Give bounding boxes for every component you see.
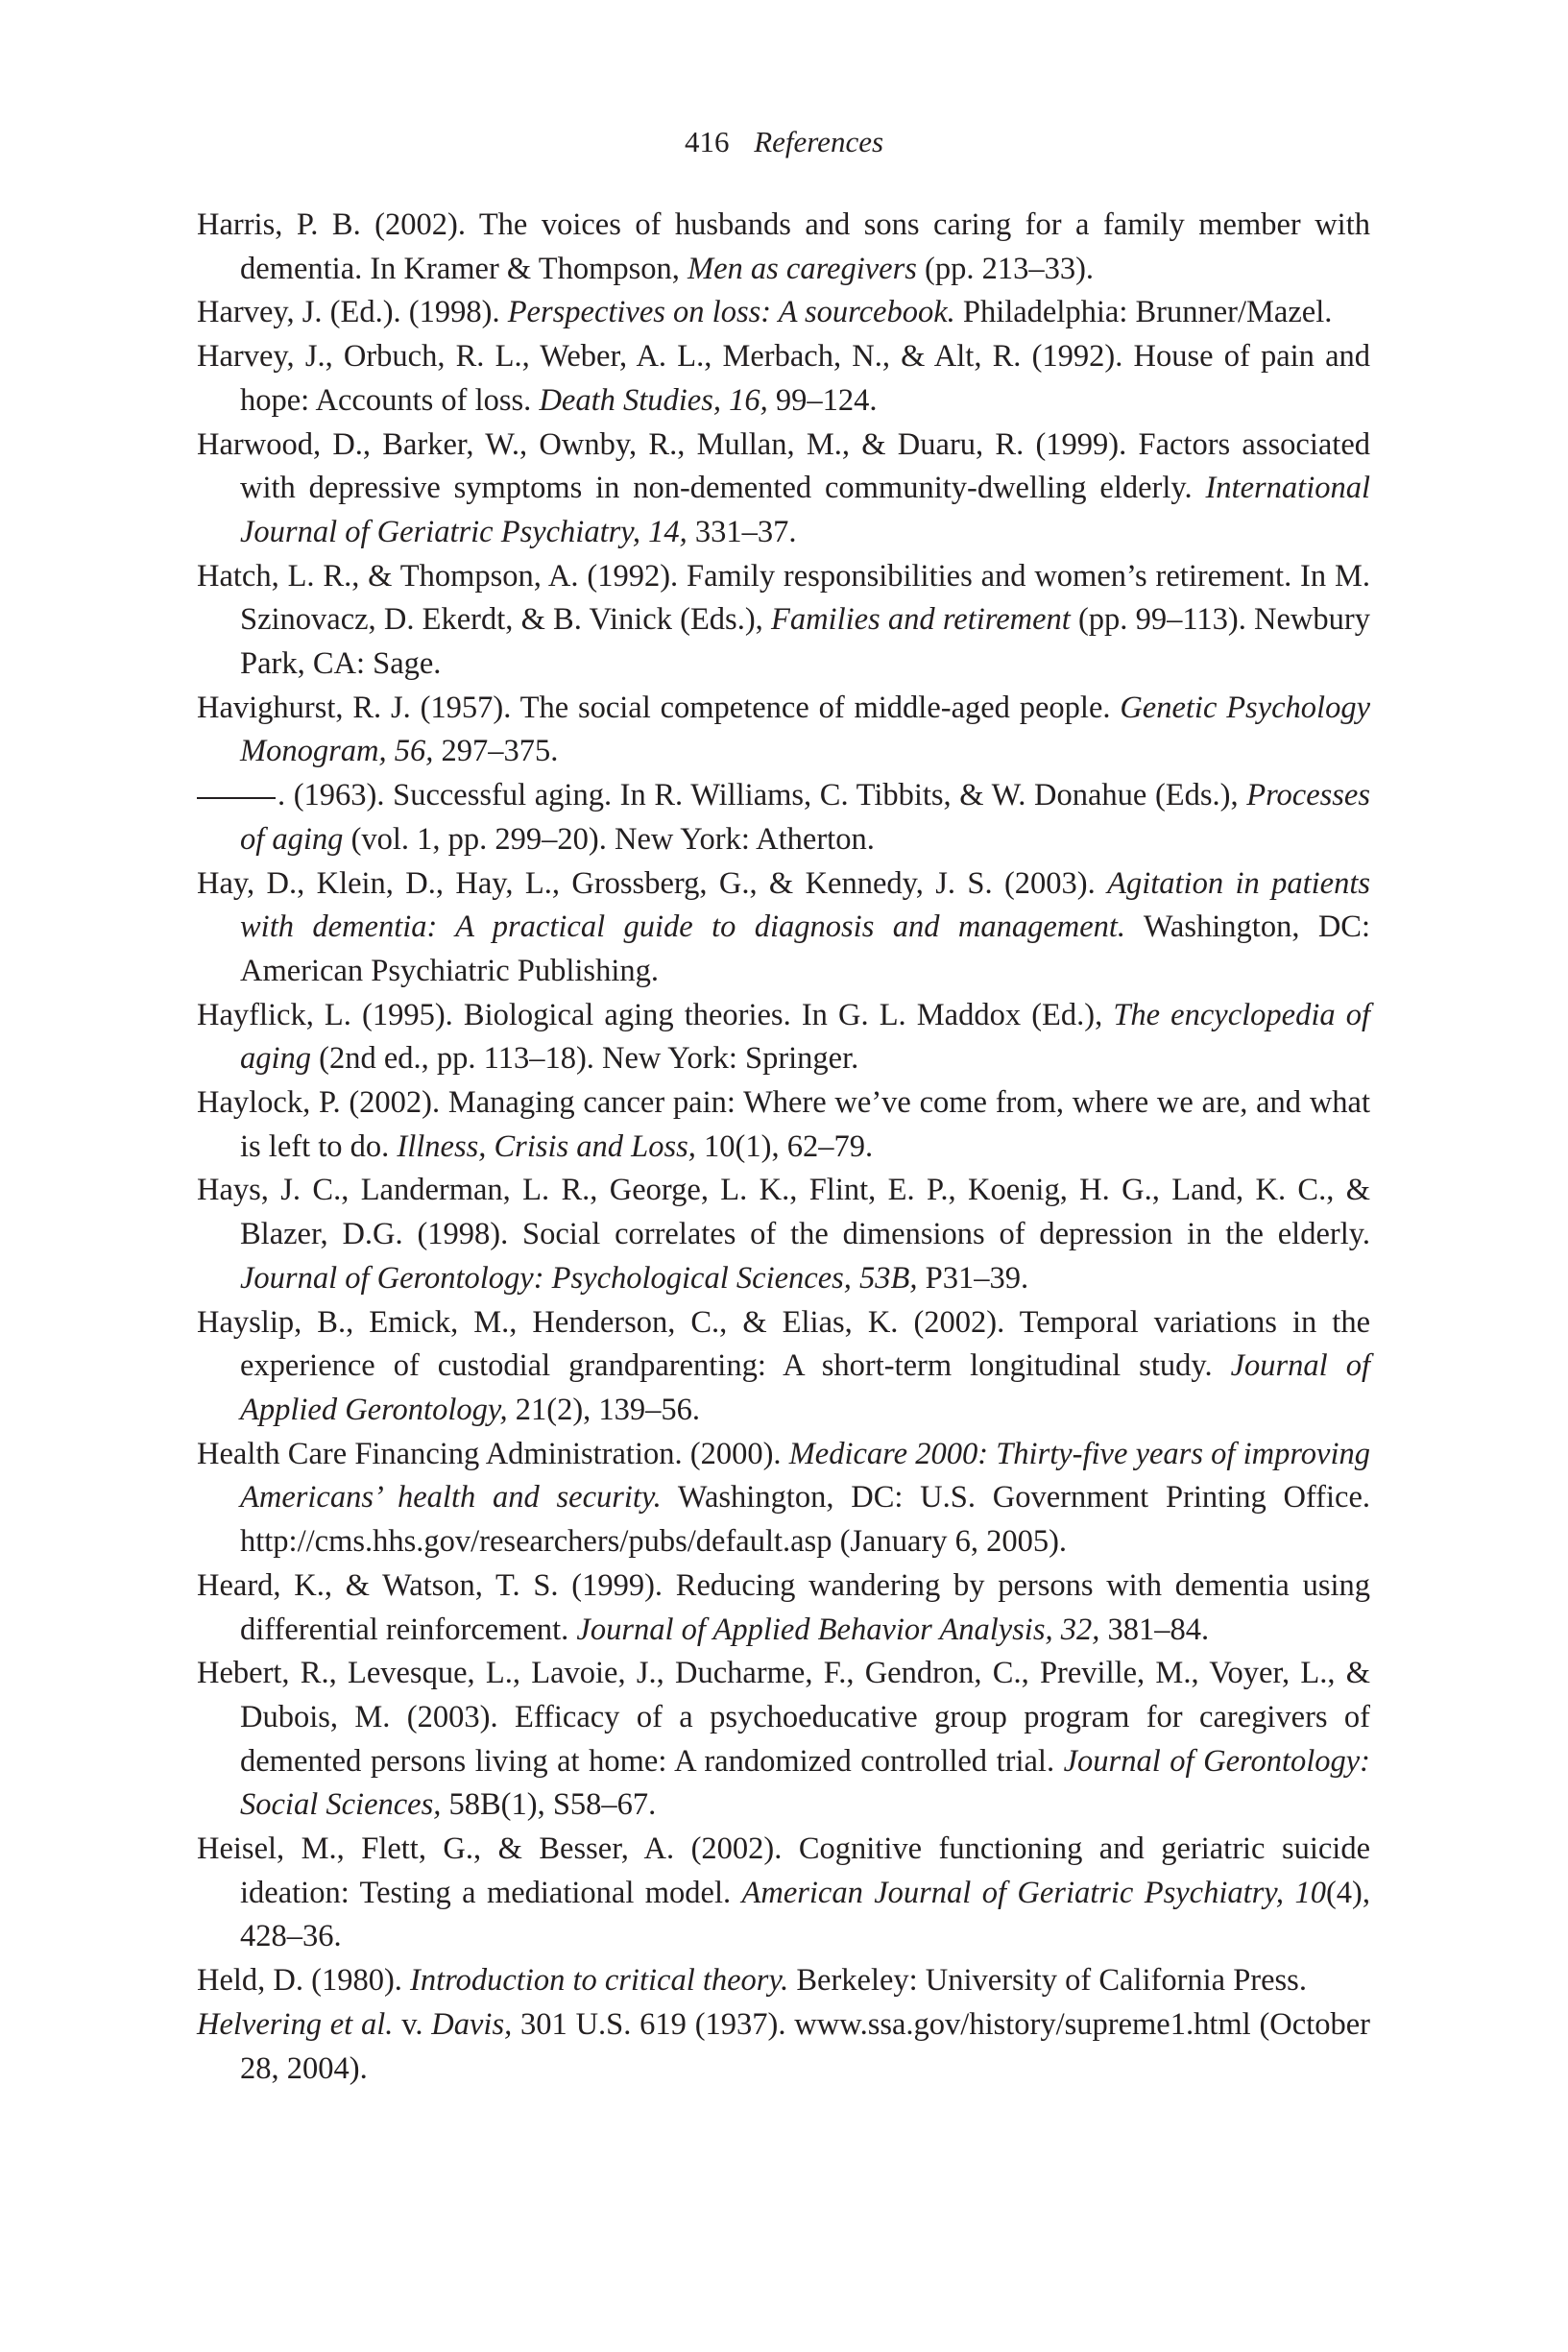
reference-text: Washington, DC: U.S. Government Printing Office. http://cms.hhs.gov/researchers/pubs/default.asp (January 6, 2005). — [240, 1480, 1370, 1560]
reference-text: Hay, D., Klein, D., Hay, L., Grossberg, G., & Kennedy, J. S. (2003). — [197, 865, 1108, 901]
reference-italic-text: Death Studies, 16, — [539, 382, 768, 418]
reference-italic-text: The encyclopedia of aging — [240, 997, 1370, 1077]
reference-text: Harris, P. B. (2002). The voices of husbands and sons caring for a family member with dementia. In Kramer & Thompson, — [197, 207, 1370, 286]
reference-entry — [197, 774, 1370, 861]
reference-text: Berkeley: University of California Press. — [788, 1963, 1307, 1999]
reference-text: Hayflick, L. (1995). Biological aging theories. In G. L. Maddox (Ed.), — [197, 997, 1114, 1032]
reference-entry — [197, 1433, 1370, 1564]
reference-text: 58B(1), S58–67. — [441, 1787, 657, 1823]
reference-list — [197, 204, 1370, 2091]
reference-entry — [197, 1169, 1370, 1300]
reference-text: (pp. 213–33). — [916, 251, 1095, 286]
reference-italic-text: Illness, Crisis and Loss, — [397, 1128, 696, 1164]
reference-entry — [197, 1652, 1370, 1828]
reference-text: Health Care Financing Administration. (2000). — [197, 1436, 789, 1471]
reference-text: 99–124. — [767, 382, 878, 418]
reference-italic-text: International Journal of Geriatric Psychiatry, 14, — [240, 471, 1370, 549]
reference-italic-text: Families and retirement — [770, 602, 1071, 638]
reference-text: Philadelphia: Brunner/Mazel. — [954, 295, 1333, 330]
reference-text: Held, D. (1980). — [197, 1963, 411, 1999]
reference-text: 10(1), 62–79. — [695, 1128, 874, 1164]
reference-entry — [197, 1959, 1370, 2003]
reference-text: Harwood, D., Barker, W., Ownby, R., Mullan, M., & Duaru, R. (1999). Factors associated with depressive symptoms in non-demented community-dwelling elderly. — [197, 426, 1370, 506]
reference-text: Havighurst, R. J. (1957). The social competence of middle-aged people. — [197, 690, 1121, 725]
reference-text: Hays, J. C., Landerman, L. R., George, L. K., Flint, E. P., Koenig, H. G., Land, K. C., & Blazer, D.G. (1998). Social correlates of the dimensions of depression in the elderly. — [197, 1173, 1370, 1252]
reference-entry — [197, 291, 1370, 335]
reference-text: v. — [393, 2006, 432, 2042]
reference-text: Hebert, R., Levesque, L., Lavoie, J., Ducharme, F., Gendron, C., Preville, M., Voyer, L., & Dubois, M. (2003). Efficacy of a psychoeducative group program for caregivers of demented persons living at home: A randomized controlled trial. — [197, 1656, 1370, 1779]
reference-italic-text: Processes of aging — [240, 778, 1370, 857]
reference-text: Hayslip, B., Emick, M., Henderson, C., & Elias, K. (2002). Temporal variations in the experience of custodial grandparenting: A short-term longitudinal study. — [197, 1304, 1370, 1384]
reference-text: (2nd ed., pp. 113–18). New York: Springer. — [311, 1041, 859, 1077]
reference-text: Harvey, J., Orbuch, R. L., Weber, A. L., Merbach, N., & Alt, R. (1992). House of pain and hope: Accounts of loss. — [197, 339, 1370, 418]
reference-entry — [197, 555, 1370, 687]
reference-text: P31–39. — [917, 1260, 1029, 1296]
reference-text: 301 U.S. 619 (1937). www.ssa.gov/history/supreme1.html (October 28, 2004). — [240, 2006, 1370, 2086]
reference-text: Heard, K., & Watson, T. S. (1999). Reducing wandering by persons with dementia using differential reinforcement. — [197, 1567, 1370, 1647]
reference-italic-text: Agitation in patients with dementia: A practical guide to diagnosis and management. — [240, 865, 1370, 945]
reference-italic-text: American Journal of Geriatric Psychiatry, 10 — [741, 1875, 1326, 1910]
reference-entry — [197, 1301, 1370, 1433]
reference-text: . (1963). Successful aging. In R. Williams, C. Tibbits, & W. Donahue (Eds.), — [277, 778, 1247, 813]
reference-text: Washington, DC: American Psychiatric Publishing. — [240, 909, 1370, 988]
reference-italic-text: Men as caregivers — [688, 251, 917, 286]
reference-text: 331–37. — [687, 514, 797, 549]
reference-entry — [197, 1081, 1370, 1169]
reference-italic-text: Medicare 2000: Thirty-five years of improving Americans’ health and security. — [240, 1436, 1371, 1515]
reference-text: (pp. 99–113). Newbury Park, CA: Sage. — [240, 602, 1370, 682]
reference-text: Heisel, M., Flett, G., & Besser, A. (2002). Cognitive functioning and geriatric suicide ideation: Testing a mediational model. — [197, 1831, 1370, 1910]
reference-text: 21(2), 139–56. — [507, 1392, 701, 1427]
reference-italic-text: Journal of Applied Gerontology, — [240, 1348, 1370, 1427]
reference-italic-text: Introduction to critical theory. — [410, 1963, 789, 1999]
section-title: References — [754, 125, 884, 158]
reference-italic-text: Journal of Gerontology: Social Sciences, — [240, 1743, 1371, 1823]
running-head — [0, 123, 1568, 161]
reference-text: (4), 428–36. — [240, 1875, 1370, 1954]
reference-entry — [197, 862, 1370, 994]
repeat-author-dash — [197, 797, 276, 799]
reference-entry — [197, 2003, 1370, 2091]
reference-entry — [197, 687, 1370, 774]
reference-entry — [197, 994, 1370, 1081]
reference-italic-text: Davis, — [431, 2006, 513, 2042]
reference-italic-text: Journal of Gerontology: Psychological Sciences, 53B, — [240, 1260, 918, 1296]
reference-entry — [197, 424, 1370, 555]
reference-text: (vol. 1, pp. 299–20). New York: Atherton. — [343, 821, 875, 857]
reference-italic-text: Genetic Psychology Monogram, 56, — [240, 690, 1371, 769]
reference-italic-text: Helvering et al. — [197, 2006, 394, 2042]
reference-text: Hatch, L. R., & Thompson, A. (1992). Family responsibilities and women’s retirement. In M. Szinovacz, D. Ekerdt, & B. Vinick (Eds.), — [197, 558, 1370, 638]
reference-entry — [197, 335, 1370, 423]
page-number: 416 — [684, 125, 730, 158]
reference-text: Haylock, P. (2002). Managing cancer pain: Where we’ve come from, where we are, and what is left to do. — [197, 1085, 1370, 1164]
reference-entry — [197, 204, 1370, 291]
reference-entry — [197, 1828, 1370, 1959]
reference-text: 297–375. — [433, 734, 559, 769]
reference-entry — [197, 1564, 1370, 1652]
reference-text: 381–84. — [1099, 1612, 1210, 1647]
reference-italic-text: Journal of Applied Behavior Analysis, 32, — [576, 1612, 1100, 1647]
reference-text: Harvey, J. (Ed.). (1998). — [197, 295, 508, 330]
reference-italic-text: Perspectives on loss: A sourcebook. — [507, 295, 955, 330]
